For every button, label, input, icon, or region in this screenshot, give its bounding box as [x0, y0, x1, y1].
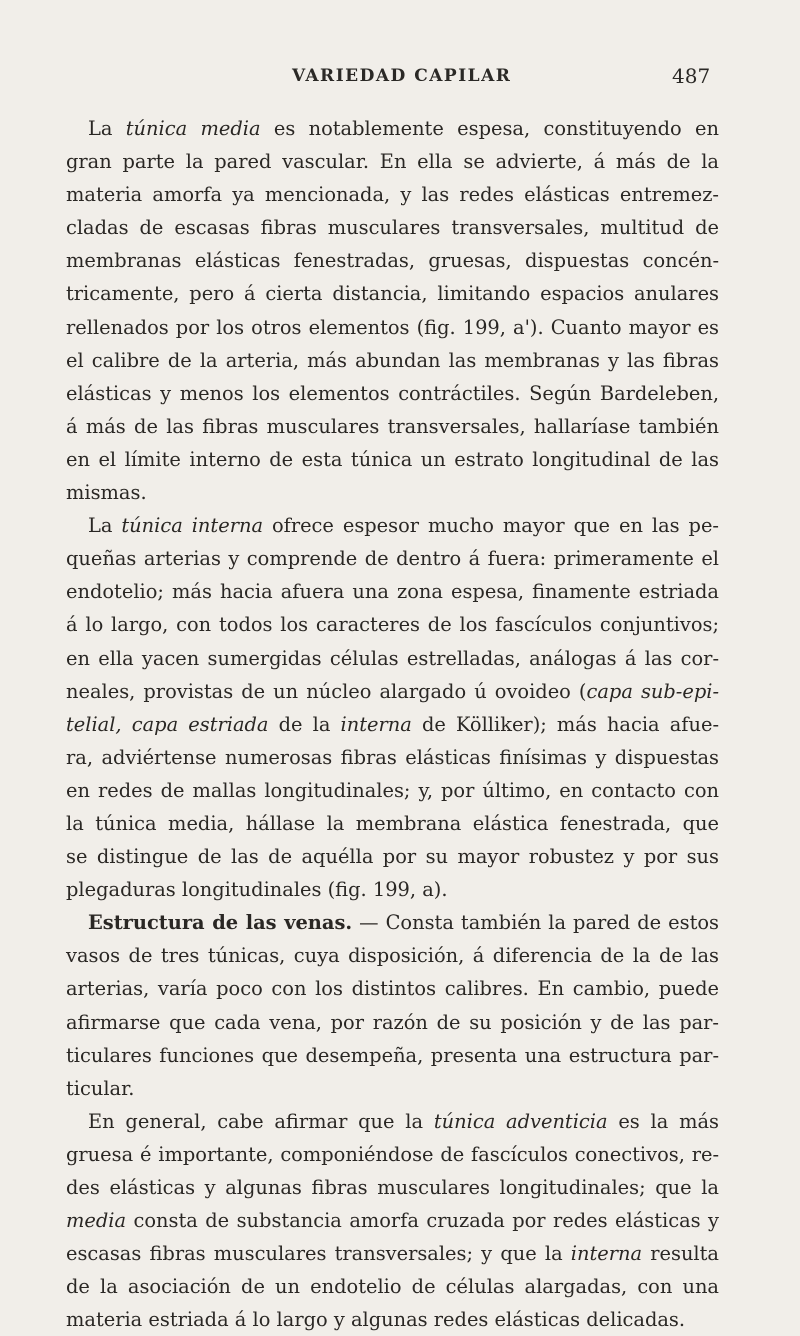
text-line: La túnica interna ofrece espesor mucho mayor que en las pe-	[88, 514, 719, 538]
italic-term: capa sub-epi-	[586, 679, 719, 703]
page-header	[0, 66, 800, 92]
text-line: á lo largo, con todos los caracteres de los fascículos conjuntivos;	[66, 613, 719, 637]
text-line: membranas elásticas fenestradas, gruesas, dispuestas concén-	[66, 249, 719, 273]
text-line: endotelio; más hacia afuera una zona espesa, finamente estriada	[66, 580, 719, 604]
text-line: des elásticas y algunas fibras musculares longitudinales; que la	[66, 1176, 719, 1199]
text-line: media consta de substancia amorfa cruzada por redes elásticas y	[66, 1209, 719, 1233]
text-line: elásticas y menos los elementos contráctiles. Según Bardeleben,	[66, 381, 719, 405]
text-line: mismas.	[66, 481, 147, 505]
text-line: de la asociación de un endotelio de células alargadas, con una	[66, 1275, 719, 1299]
text-line: el calibre de la arteria, más abundan las membranas y las fibras	[66, 348, 719, 372]
text-line: materia estriada á lo largo y algunas redes elásticas delicadas.	[66, 1308, 686, 1332]
text-line: gran parte la pared vascular. En ella se advierte, á más de la	[66, 150, 719, 174]
italic-term: túnica interna	[121, 514, 264, 538]
italic-term: túnica adventicia	[433, 1109, 608, 1133]
text-line: plegaduras longitudinales (fig. 199, a).	[66, 878, 448, 902]
text-line: en el límite interno de esta túnica un estrato longitudinal de las	[66, 447, 719, 471]
text-line: en redes de mallas longitudinales; y, por último, en contacto con	[66, 778, 719, 802]
italic-term: interna	[340, 712, 412, 736]
page-number: 487	[672, 64, 711, 88]
text-line: La túnica media es notablemente espesa, constituyendo en	[88, 117, 719, 140]
text-line: la túnica media, hállase la membrana elástica fenestrada, que	[66, 811, 719, 835]
text-line: materia amorfa ya mencionada, y las redes elásticas entremez-	[66, 183, 719, 207]
text-line: gruesa é importante, componiéndose de fascículos conectivos, re-	[66, 1142, 719, 1166]
italic-term: capa estriada	[131, 712, 269, 736]
text-line: ra, adviértense numerosas fibras elásticas finísimas y dispuestas	[66, 745, 719, 769]
text-line: ticulares funciones que desempeña, presenta una estructura par-	[66, 1043, 719, 1067]
running-head: VARIEDAD CAPILAR	[292, 66, 512, 86]
italic-term: telial,	[66, 712, 122, 736]
text-line: telial, capa estriada de la interna de Kölliker); más hacia afue-	[66, 712, 719, 736]
text-line: vasos de tres túnicas, cuya disposición, á diferencia de la de las	[66, 944, 719, 968]
italic-term: túnica media	[125, 117, 261, 140]
text-line: arterias, varía poco con los distintos calibres. En cambio, puede	[66, 977, 719, 1001]
text-line: Estructura de las venas. — Consta también la pared de estos	[88, 911, 719, 935]
text-line: neales, provistas de un núcleo alargado ú ovoideo (capa sub-epi-	[66, 679, 719, 703]
text-line: En general, cabe afirmar que la túnica adventicia es la más	[88, 1109, 719, 1133]
text-line: rellenados por los otros elementos (fig. 199, a'). Cuanto mayor es	[66, 315, 719, 339]
italic-term: interna	[570, 1242, 643, 1266]
text-line: en ella yacen sumergidas células estrelladas, análogas á las cor-	[66, 646, 719, 670]
section-heading: Estructura de las venas.	[88, 911, 353, 935]
text-line: afirmarse que cada vena, por razón de su posición y de las par-	[66, 1010, 719, 1034]
text-line: á más de las fibras musculares transversales, hallaríase también	[66, 414, 719, 438]
text-line: queñas arterias y comprende de dentro á fuera: primeramente el	[66, 547, 719, 571]
text-line: ticular.	[66, 1076, 135, 1100]
text-line: cladas de escasas fibras musculares transversales, multitud de	[66, 216, 719, 240]
text-line: escasas fibras musculares transversales; y que la interna resulta	[66, 1242, 719, 1266]
text-line: se distingue de las de aquélla por su mayor robustez y por sus	[66, 845, 719, 869]
text-line: tricamente, pero á cierta distancia, limitando espacios anulares	[66, 282, 719, 306]
body-text	[66, 112, 719, 1336]
italic-term: media	[66, 1209, 127, 1233]
